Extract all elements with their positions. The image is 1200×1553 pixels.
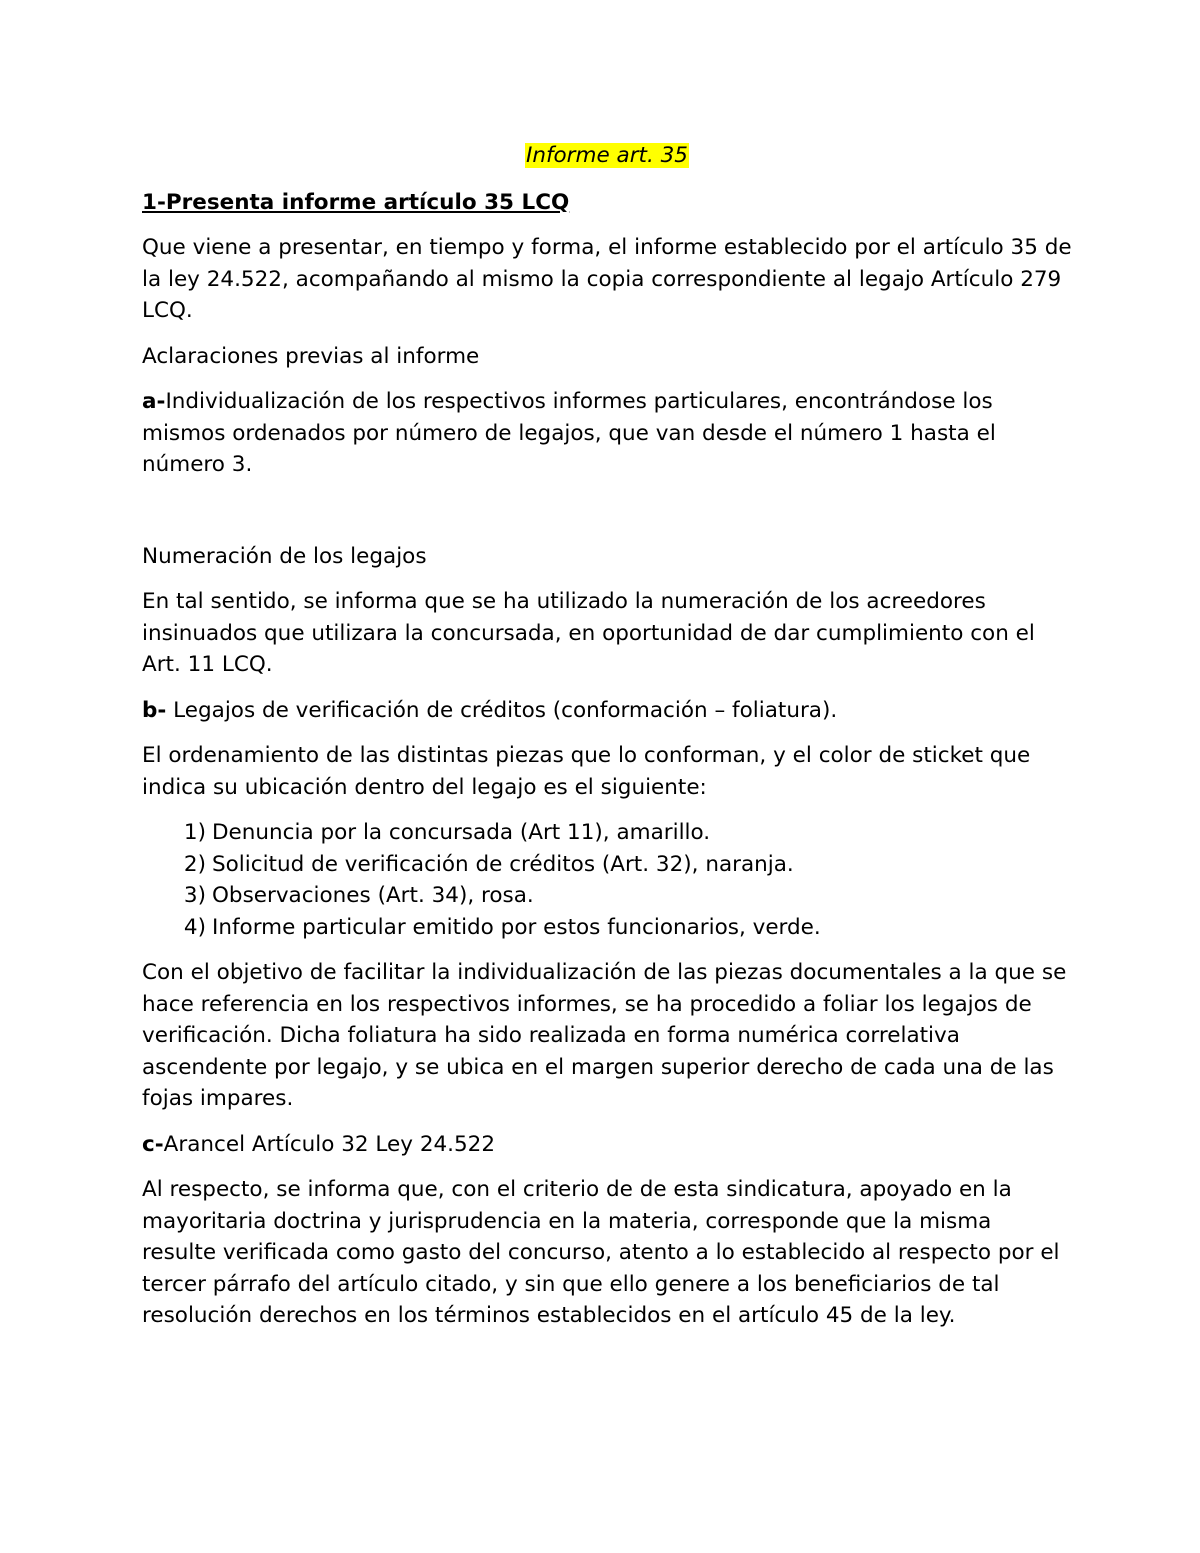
intro-paragraph: Que viene a presentar, en tiempo y forma, el informe establecido por el artículo 35 de la ley 24.522, acompañando al mismo la copia correspondiente al legajo Artículo 279 LCQ. bbox=[142, 235, 1072, 323]
document-title: Informe art. 35 bbox=[525, 143, 688, 168]
section-b-paragraph bbox=[142, 695, 1072, 727]
numeracion-paragraph: En tal sentido, se informa que se ha utilizado la numeración de los acreedores insinuados que utilizara la concursada, en oportunidad de dar cumplimiento con el Art. 11 LCQ. bbox=[142, 589, 1035, 677]
ordenamiento-paragraph: El ordenamiento de las distintas piezas que lo conforman, y el color de sticket que indica su ubicación dentro del legajo es el siguiente: bbox=[142, 743, 1031, 800]
section-c-letter: c- bbox=[142, 1131, 164, 1157]
list-item bbox=[142, 817, 1072, 849]
list-item-text: Solicitud de verificación de créditos (Art. 32), naranja. bbox=[212, 851, 794, 877]
aclaraciones-heading: Aclaraciones previas al informe bbox=[142, 343, 480, 369]
section-c-text: Arancel Artículo 32 Ley 24.522 bbox=[163, 1131, 496, 1157]
title-line bbox=[142, 140, 1072, 172]
objetivo-paragraph: Con el objetivo de facilitar la individualización de las piezas documentales a la que se hace referencia en los respectivos informes, se ha procedido a foliar los legajos de verificación. Dicha foliatura ha sido realizada en forma numérica correlativa ascendente por legajo, y se ubica en el margen superior derecho de cada una de las fojas impares. bbox=[142, 960, 1067, 1111]
section-heading: 1-Presenta informe artículo 35 LCQ bbox=[142, 189, 570, 215]
list-item-text: Denuncia por la concursada (Art 11), amarillo. bbox=[212, 820, 711, 845]
list-item-number: 1) bbox=[183, 820, 206, 845]
blank-line bbox=[142, 495, 1072, 541]
section-a-letter: a- bbox=[142, 389, 166, 414]
list-item-text: Observaciones (Art. 34), rosa. bbox=[212, 883, 534, 908]
document-body bbox=[142, 140, 1072, 1346]
section-b-text: Legajos de verificación de créditos (conformación – foliatura). bbox=[166, 697, 838, 723]
respecto-paragraph: Al respecto, se informa que, con el criterio de de esta sindicatura, apoyado en la mayoritaria doctrina y jurisprudencia en la materia, corresponde que la misma resulte verificada como gasto del concurso, atento a lo establecido al respecto por el tercer párrafo del artículo citado, y sin que ello genere a los beneficiarios de tal resolución derechos en los términos establecidos en el artículo 45 de la ley. bbox=[142, 1177, 1060, 1328]
list-item-text: Informe particular emitido por estos funcionarios, verde. bbox=[212, 914, 821, 940]
list-item-number: 2) bbox=[183, 851, 206, 877]
section-a-text: Individualización de los respectivos informes particulares, encontrándose los mismos ordenados por número de legajos, que van desde el número 1 hasta el número 3. bbox=[142, 389, 996, 477]
list-item bbox=[142, 880, 1072, 912]
section-b-letter: b- bbox=[142, 697, 167, 723]
section-a-paragraph bbox=[142, 386, 1072, 481]
section-c-paragraph bbox=[142, 1129, 1072, 1161]
numeracion-heading: Numeración de los legajos bbox=[142, 543, 427, 569]
sticker-list bbox=[142, 817, 1072, 943]
list-item bbox=[142, 912, 1072, 944]
list-item-number: 4) bbox=[183, 914, 206, 940]
list-item bbox=[142, 849, 1072, 881]
list-item-number: 3) bbox=[183, 883, 206, 908]
